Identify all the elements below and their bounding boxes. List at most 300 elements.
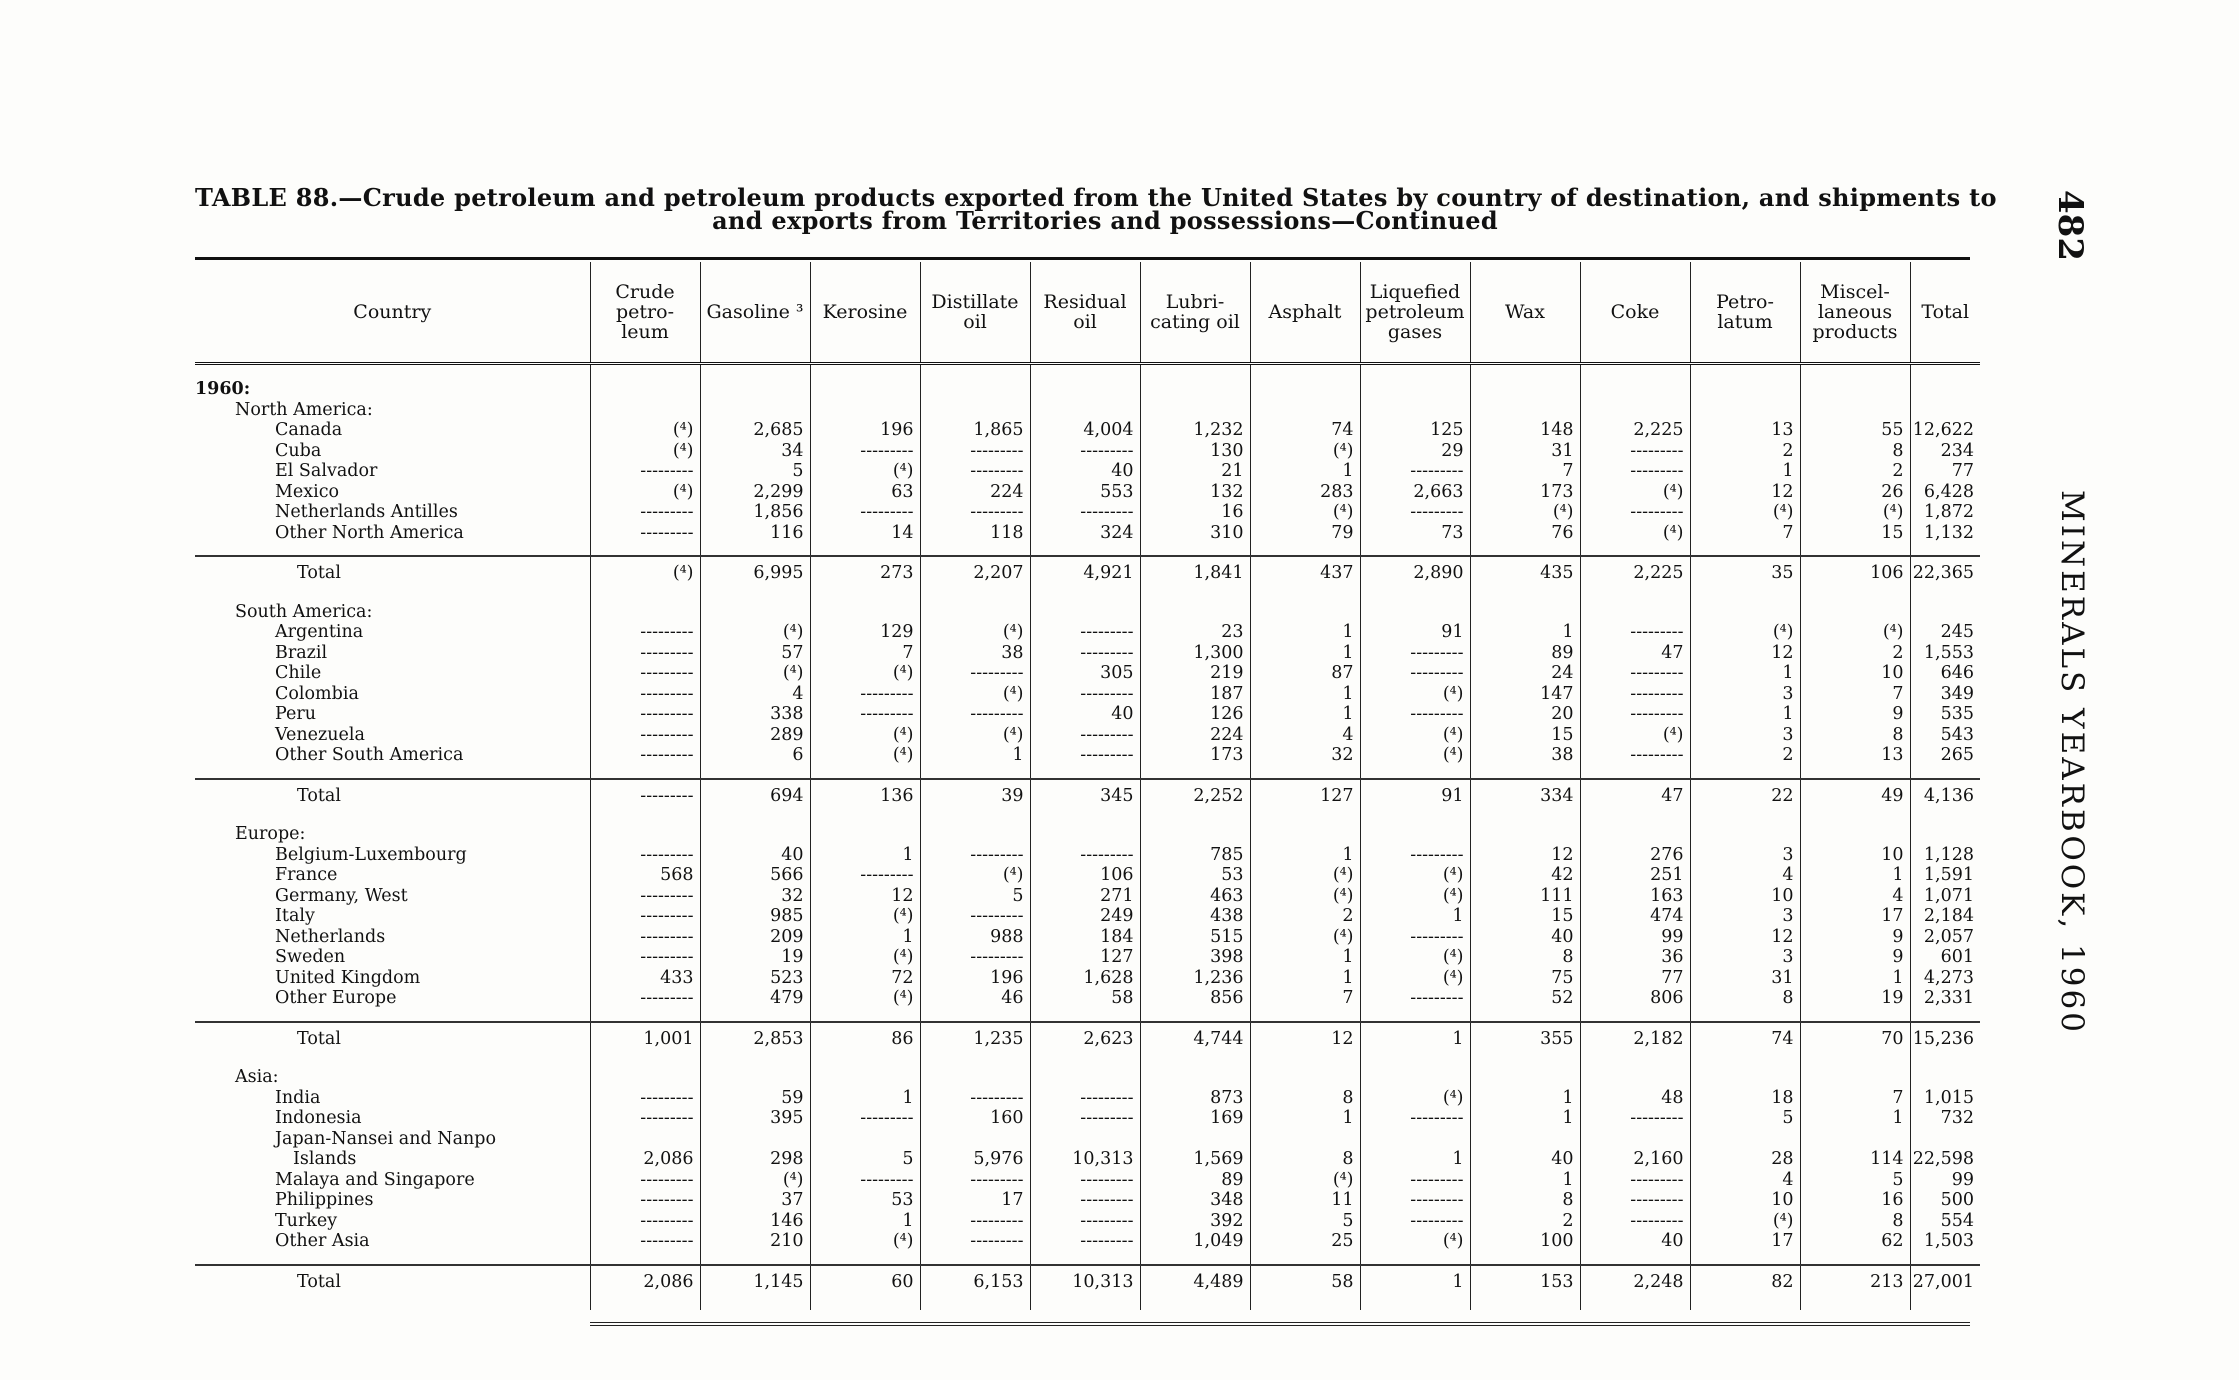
- table-cell: Italy: [195, 906, 590, 927]
- table-cell: [1470, 379, 1580, 400]
- table-cell: 1: [1800, 1108, 1910, 1129]
- title-line-1: TABLE 88.—Crude petroleum and petroleum products exported from the United States by country of destination, and shipments to: [195, 183, 1997, 212]
- total-row: [195, 1022, 1980, 1056]
- table-cell: 2: [1470, 1211, 1580, 1232]
- table-cell: ---------: [1580, 704, 1690, 725]
- table-cell: (⁴): [1250, 1170, 1360, 1191]
- table-cell: [920, 1009, 1030, 1022]
- table-cell: ---------: [1360, 927, 1470, 948]
- table-cell: [1690, 1129, 1800, 1150]
- table-cell: 15,236: [1910, 1022, 1980, 1056]
- table-cell: ---------: [590, 704, 700, 725]
- table-cell: [920, 812, 1030, 824]
- table-cell: [1360, 766, 1470, 779]
- table-cell: 89: [1470, 643, 1580, 664]
- table-cell: ---------: [590, 745, 700, 766]
- table-cell: 38: [1470, 745, 1580, 766]
- table-row: [195, 947, 1980, 968]
- table-cell: 40: [1580, 1231, 1690, 1252]
- table-cell: ---------: [920, 441, 1030, 462]
- table-cell: 173: [1470, 482, 1580, 503]
- region-row: [195, 824, 1980, 845]
- table-cell: ---------: [920, 502, 1030, 523]
- table-cell: [1580, 1055, 1690, 1067]
- table-cell: ---------: [1360, 1170, 1470, 1191]
- table-cell: 13: [1690, 420, 1800, 441]
- table-cell: [1360, 1298, 1470, 1310]
- table-row: [195, 643, 1980, 664]
- table-cell: 17: [1800, 906, 1910, 927]
- table-cell: [1140, 364, 1250, 380]
- table-cell: [700, 1009, 810, 1022]
- table-cell: South America:: [195, 602, 590, 623]
- table-cell: (⁴): [590, 482, 700, 503]
- table-cell: [700, 812, 810, 824]
- table-cell: 187: [1140, 684, 1250, 705]
- table-cell: [700, 1067, 810, 1088]
- table-cell: [1360, 824, 1470, 845]
- table-cell: 42: [1470, 865, 1580, 886]
- table-cell: [920, 543, 1030, 556]
- table-cell: 1,049: [1140, 1231, 1250, 1252]
- table-cell: 3: [1690, 725, 1800, 746]
- table-cell: (⁴): [810, 725, 920, 746]
- table-cell: 5: [810, 1149, 920, 1170]
- table-cell: [810, 1009, 920, 1022]
- table-cell: [1580, 400, 1690, 421]
- header-kerosine: Kerosine: [810, 262, 920, 364]
- table-cell: [1030, 543, 1140, 556]
- table-cell: ---------: [590, 1088, 700, 1109]
- header-asphalt: Asphalt: [1250, 262, 1360, 364]
- table-cell: 82: [1690, 1265, 1800, 1299]
- table-cell: (⁴): [1580, 725, 1690, 746]
- header-lubricating: Lubri-cating oil: [1140, 262, 1250, 364]
- table-cell: 2,182: [1580, 1022, 1690, 1056]
- table-cell: [1030, 1009, 1140, 1022]
- table-cell: [1690, 766, 1800, 779]
- table-cell: 1: [1360, 906, 1470, 927]
- table-header: [195, 262, 1980, 364]
- table-cell: [1910, 379, 1980, 400]
- table-cell: (⁴): [810, 906, 920, 927]
- table-cell: 58: [1030, 988, 1140, 1009]
- table-cell: 2,890: [1360, 556, 1470, 590]
- table-cell: ---------: [1030, 441, 1140, 462]
- table-cell: 1960:: [195, 379, 590, 400]
- table-cell: ---------: [920, 461, 1030, 482]
- table-cell: [1250, 379, 1360, 400]
- table-cell: 99: [1580, 927, 1690, 948]
- table-cell: [1690, 824, 1800, 845]
- table-cell: [1470, 812, 1580, 824]
- table-cell: ---------: [1030, 622, 1140, 643]
- table-cell: [1910, 364, 1980, 380]
- table-cell: 5,976: [920, 1149, 1030, 1170]
- table-cell: [1250, 364, 1360, 380]
- table-cell: Belgium-Luxembourg: [195, 845, 590, 866]
- table-cell: 77: [1580, 968, 1690, 989]
- total-row: [195, 556, 1980, 590]
- table-cell: 1: [1470, 1088, 1580, 1109]
- table-row: [195, 1170, 1980, 1191]
- table-cell: Total: [195, 1265, 590, 1299]
- table-cell: ---------: [1360, 988, 1470, 1009]
- table-cell: 31: [1470, 441, 1580, 462]
- table-cell: 196: [810, 420, 920, 441]
- table-cell: 8: [1690, 988, 1800, 1009]
- table-cell: [1140, 400, 1250, 421]
- table-cell: (⁴): [1580, 482, 1690, 503]
- table-cell: 2,086: [590, 1149, 700, 1170]
- table-cell: 224: [1140, 725, 1250, 746]
- table-cell: 543: [1940, 724, 1974, 745]
- table-cell: [1030, 1055, 1140, 1067]
- table-cell: 62: [1800, 1231, 1910, 1252]
- table-cell: 196: [920, 968, 1030, 989]
- table-cell: [1140, 1252, 1250, 1265]
- total-row: [195, 1265, 1980, 1299]
- table-cell: 47: [1580, 779, 1690, 813]
- header-distillate: Distillate oil: [920, 262, 1030, 364]
- table-cell: 125: [1360, 420, 1470, 441]
- table-cell: 324: [1030, 523, 1140, 544]
- header-residual: Residual oil: [1030, 262, 1140, 364]
- table-cell: [1910, 602, 1980, 623]
- table-cell: 89: [1140, 1170, 1250, 1191]
- table-cell: [1470, 1067, 1580, 1088]
- table-cell: ---------: [590, 461, 700, 482]
- table-cell: 22,365: [1910, 556, 1980, 590]
- table-cell: 2,225: [1580, 556, 1690, 590]
- table-cell: ---------: [1030, 502, 1140, 523]
- table-cell: 6,153: [920, 1265, 1030, 1299]
- table-cell: ---------: [1030, 1190, 1140, 1211]
- table-cell: 76: [1470, 523, 1580, 544]
- table-cell: [1580, 1298, 1690, 1310]
- table-cell: [1800, 400, 1910, 421]
- table-cell: 6: [700, 745, 810, 766]
- table-cell: 27,001: [1910, 1265, 1980, 1299]
- table-cell: [1580, 1009, 1690, 1022]
- table-cell: [700, 1298, 810, 1310]
- table-cell: [1360, 379, 1470, 400]
- table-cell: 5: [700, 461, 810, 482]
- table-cell: ---------: [1030, 1088, 1140, 1109]
- table-cell: [1800, 812, 1910, 824]
- table-cell: 5: [920, 886, 1030, 907]
- table-cell: [195, 1252, 590, 1265]
- table-cell: 91: [1360, 779, 1470, 813]
- table-cell: 86: [810, 1022, 920, 1056]
- table-cell: Total: [195, 1022, 590, 1056]
- table-cell: (⁴): [1360, 886, 1470, 907]
- table-cell: 2,853: [700, 1022, 810, 1056]
- table-cell: 2,623: [1030, 1022, 1140, 1056]
- table-cell: 4: [1800, 886, 1910, 907]
- table-cell: ---------: [1360, 502, 1470, 523]
- header-total: Total: [1910, 262, 1980, 364]
- table-cell: [1580, 1129, 1690, 1150]
- table-cell: (⁴): [700, 622, 810, 643]
- table-cell: [1470, 1129, 1580, 1150]
- table-cell: ---------: [590, 1108, 700, 1129]
- table-cell: 5: [1800, 1170, 1910, 1191]
- table-cell: (⁴): [1800, 502, 1910, 523]
- table-cell: [920, 364, 1030, 380]
- table-cell: 10: [1800, 663, 1910, 684]
- table-cell: 4: [1250, 725, 1360, 746]
- table-cell: [1140, 1055, 1250, 1067]
- table-cell: [1360, 543, 1470, 556]
- table-cell: ---------: [1580, 1108, 1690, 1129]
- table-cell: 126: [1140, 704, 1250, 725]
- table-cell: [810, 1252, 920, 1265]
- table-cell: [700, 824, 810, 845]
- table-cell: [920, 766, 1030, 779]
- table-cell: [1250, 1067, 1360, 1088]
- table-cell: ---------: [1580, 684, 1690, 705]
- table-cell: 2,331: [1923, 988, 1974, 1008]
- table-cell: [1690, 543, 1800, 556]
- table-cell: 273: [810, 556, 920, 590]
- table-cell: 106: [1800, 556, 1910, 590]
- table-cell: 1,236: [1140, 968, 1250, 989]
- table-cell: [590, 379, 700, 400]
- table-cell: [1690, 812, 1800, 824]
- table-row: [195, 988, 1980, 1009]
- table-cell: [1360, 400, 1470, 421]
- table-cell: Argentina: [195, 622, 590, 643]
- table-cell: [1030, 590, 1140, 602]
- table-cell: 132: [1140, 482, 1250, 503]
- table-cell: 601: [1940, 947, 1974, 967]
- table-cell: 116: [700, 523, 810, 544]
- table-cell: 1: [1250, 845, 1360, 866]
- table-cell: 16: [1800, 1190, 1910, 1211]
- table-row: [195, 684, 1980, 705]
- table-cell: 271: [1030, 886, 1140, 907]
- table-cell: [1250, 812, 1360, 824]
- table-cell: (⁴): [810, 947, 920, 968]
- table-cell: [1580, 812, 1690, 824]
- table-cell: 1,553: [1923, 642, 1974, 663]
- table-row: [195, 1108, 1980, 1129]
- table-cell: [1800, 824, 1910, 845]
- running-head: MINERALS YEARBOOK, 1960: [2054, 490, 2090, 1035]
- table-cell: 38: [920, 643, 1030, 664]
- table-cell: [1690, 1009, 1800, 1022]
- table-cell: [1800, 1055, 1910, 1067]
- table-cell: ---------: [920, 947, 1030, 968]
- table-cell: 7: [1250, 988, 1360, 1009]
- table-cell: Philippines: [195, 1190, 590, 1211]
- table-cell: (⁴): [1360, 1231, 1470, 1252]
- table-row: [195, 441, 1980, 462]
- table-cell: [1030, 1067, 1140, 1088]
- table-cell: 129: [810, 622, 920, 643]
- table-cell: India: [195, 1088, 590, 1109]
- table-cell: 77: [1951, 461, 1974, 481]
- table-cell: [920, 1067, 1030, 1088]
- table-cell: [810, 824, 920, 845]
- table-cell: [1140, 824, 1250, 845]
- spacer-row: [195, 543, 1980, 556]
- table-cell: 12: [1690, 482, 1800, 503]
- table-cell: (⁴): [590, 420, 700, 441]
- table-cell: [1360, 1009, 1470, 1022]
- table-cell: Other South America: [195, 745, 590, 766]
- table-cell: [1470, 543, 1580, 556]
- table-cell: Cuba: [195, 441, 590, 462]
- spacer-row: [195, 766, 1980, 779]
- table-cell: ---------: [810, 704, 920, 725]
- table-cell: [1360, 364, 1470, 380]
- table-cell: 2: [1690, 441, 1800, 462]
- table-cell: 49: [1800, 779, 1910, 813]
- table-cell: (⁴): [1360, 865, 1470, 886]
- table-cell: [1140, 1298, 1250, 1310]
- table-cell: (⁴): [1250, 886, 1360, 907]
- table-cell: [700, 1129, 810, 1150]
- table-cell: [920, 824, 1030, 845]
- table-cell: 4,004: [1030, 420, 1140, 441]
- table-cell: [1690, 1067, 1800, 1088]
- table-cell: Total: [195, 556, 590, 590]
- table-cell: 53: [1140, 865, 1250, 886]
- table-cell: [590, 1298, 700, 1310]
- table-cell: 47: [1580, 643, 1690, 664]
- table-cell: [590, 766, 700, 779]
- table-cell: [1910, 1009, 1980, 1022]
- header-lpg: Liquefied petroleum gases: [1360, 262, 1470, 364]
- table-cell: Indonesia: [195, 1108, 590, 1129]
- table-cell: [195, 364, 590, 380]
- table-cell: [1140, 766, 1250, 779]
- table-cell: 19: [700, 947, 810, 968]
- table-cell: (⁴): [590, 441, 700, 462]
- table-cell: [1910, 1298, 1980, 1310]
- table-cell: 25: [1250, 1231, 1360, 1252]
- table-row: [195, 1211, 1980, 1232]
- table-cell: Europe:: [195, 824, 590, 845]
- table-cell: (⁴): [1360, 947, 1470, 968]
- table-cell: ---------: [1030, 1170, 1140, 1191]
- table-cell: 1,841: [1140, 556, 1250, 590]
- table-cell: 91: [1360, 622, 1470, 643]
- table-cell: 148: [1470, 420, 1580, 441]
- table-cell: [1250, 1252, 1360, 1265]
- table-cell: [810, 1067, 920, 1088]
- table-cell: 213: [1800, 1265, 1910, 1299]
- table-row: [195, 622, 1980, 643]
- table-cell: ---------: [590, 643, 700, 664]
- table-cell: 153: [1470, 1265, 1580, 1299]
- table-cell: ---------: [1030, 1231, 1140, 1252]
- table-cell: ---------: [1580, 1211, 1690, 1232]
- table-cell: 646: [1940, 663, 1974, 683]
- table-cell: ---------: [920, 906, 1030, 927]
- table-cell: [810, 812, 920, 824]
- table-cell: Netherlands Antilles: [195, 502, 590, 523]
- table-cell: 184: [1030, 927, 1140, 948]
- table-cell: 985: [700, 906, 810, 927]
- table-cell: [1030, 812, 1140, 824]
- table-cell: ---------: [920, 845, 1030, 866]
- table-cell: [1360, 602, 1470, 623]
- table-cell: 4: [700, 684, 810, 705]
- table-cell: 2,299: [700, 482, 810, 503]
- header-petrolatum: Petro-latum: [1690, 262, 1800, 364]
- table-cell: ---------: [810, 1170, 920, 1191]
- table-cell: 289: [700, 725, 810, 746]
- region-row: [195, 1067, 1980, 1088]
- table-cell: 2,248: [1580, 1265, 1690, 1299]
- table-cell: 53: [810, 1190, 920, 1211]
- table-cell: [1140, 1067, 1250, 1088]
- table-cell: France: [195, 865, 590, 886]
- table-row: [195, 1129, 1980, 1150]
- table-cell: 355: [1470, 1022, 1580, 1056]
- table-cell: 437: [1250, 556, 1360, 590]
- table-cell: ---------: [1030, 725, 1140, 746]
- table-cell: Islands: [195, 1149, 590, 1170]
- table-row: [195, 1149, 1980, 1170]
- table-cell: 75: [1470, 968, 1580, 989]
- table-cell: [590, 400, 700, 421]
- table-cell: ---------: [1360, 461, 1470, 482]
- table-cell: 1: [1250, 684, 1360, 705]
- table-cell: (⁴): [1360, 745, 1470, 766]
- table-cell: (⁴): [1250, 502, 1360, 523]
- table-cell: 17: [1690, 1231, 1800, 1252]
- table-cell: [1250, 1129, 1360, 1150]
- table-cell: 8: [1470, 947, 1580, 968]
- table-cell: 1: [810, 1211, 920, 1232]
- table-cell: [920, 1129, 1030, 1150]
- table-cell: [1140, 590, 1250, 602]
- table-cell: [1360, 1055, 1470, 1067]
- table-cell: 395: [700, 1108, 810, 1129]
- table-cell: [1580, 590, 1690, 602]
- table-cell: [810, 590, 920, 602]
- table-cell: 15: [1470, 725, 1580, 746]
- table-cell: 26: [1800, 482, 1910, 503]
- table-cell: [1250, 1009, 1360, 1022]
- table-cell: [1580, 766, 1690, 779]
- spacer-row: [195, 590, 1980, 602]
- table-cell: 6,995: [700, 556, 810, 590]
- table-row: [195, 704, 1980, 725]
- table-cell: [1030, 1129, 1140, 1150]
- table-cell: ---------: [590, 1211, 700, 1232]
- table-cell: 106: [1030, 865, 1140, 886]
- table-cell: 32: [1250, 745, 1360, 766]
- table-cell: 40: [700, 845, 810, 866]
- table-cell: 73: [1360, 523, 1470, 544]
- table-cell: [590, 1252, 700, 1265]
- table-cell: (⁴): [1690, 622, 1800, 643]
- table-cell: [1910, 812, 1980, 824]
- table-cell: 127: [1030, 947, 1140, 968]
- table-cell: ---------: [1580, 745, 1690, 766]
- table-cell: 1: [1250, 1108, 1360, 1129]
- table-cell: ---------: [1360, 1211, 1470, 1232]
- table-cell: 310: [1140, 523, 1250, 544]
- table-cell: [1140, 543, 1250, 556]
- table-cell: 9: [1800, 947, 1910, 968]
- table-cell: [1580, 602, 1690, 623]
